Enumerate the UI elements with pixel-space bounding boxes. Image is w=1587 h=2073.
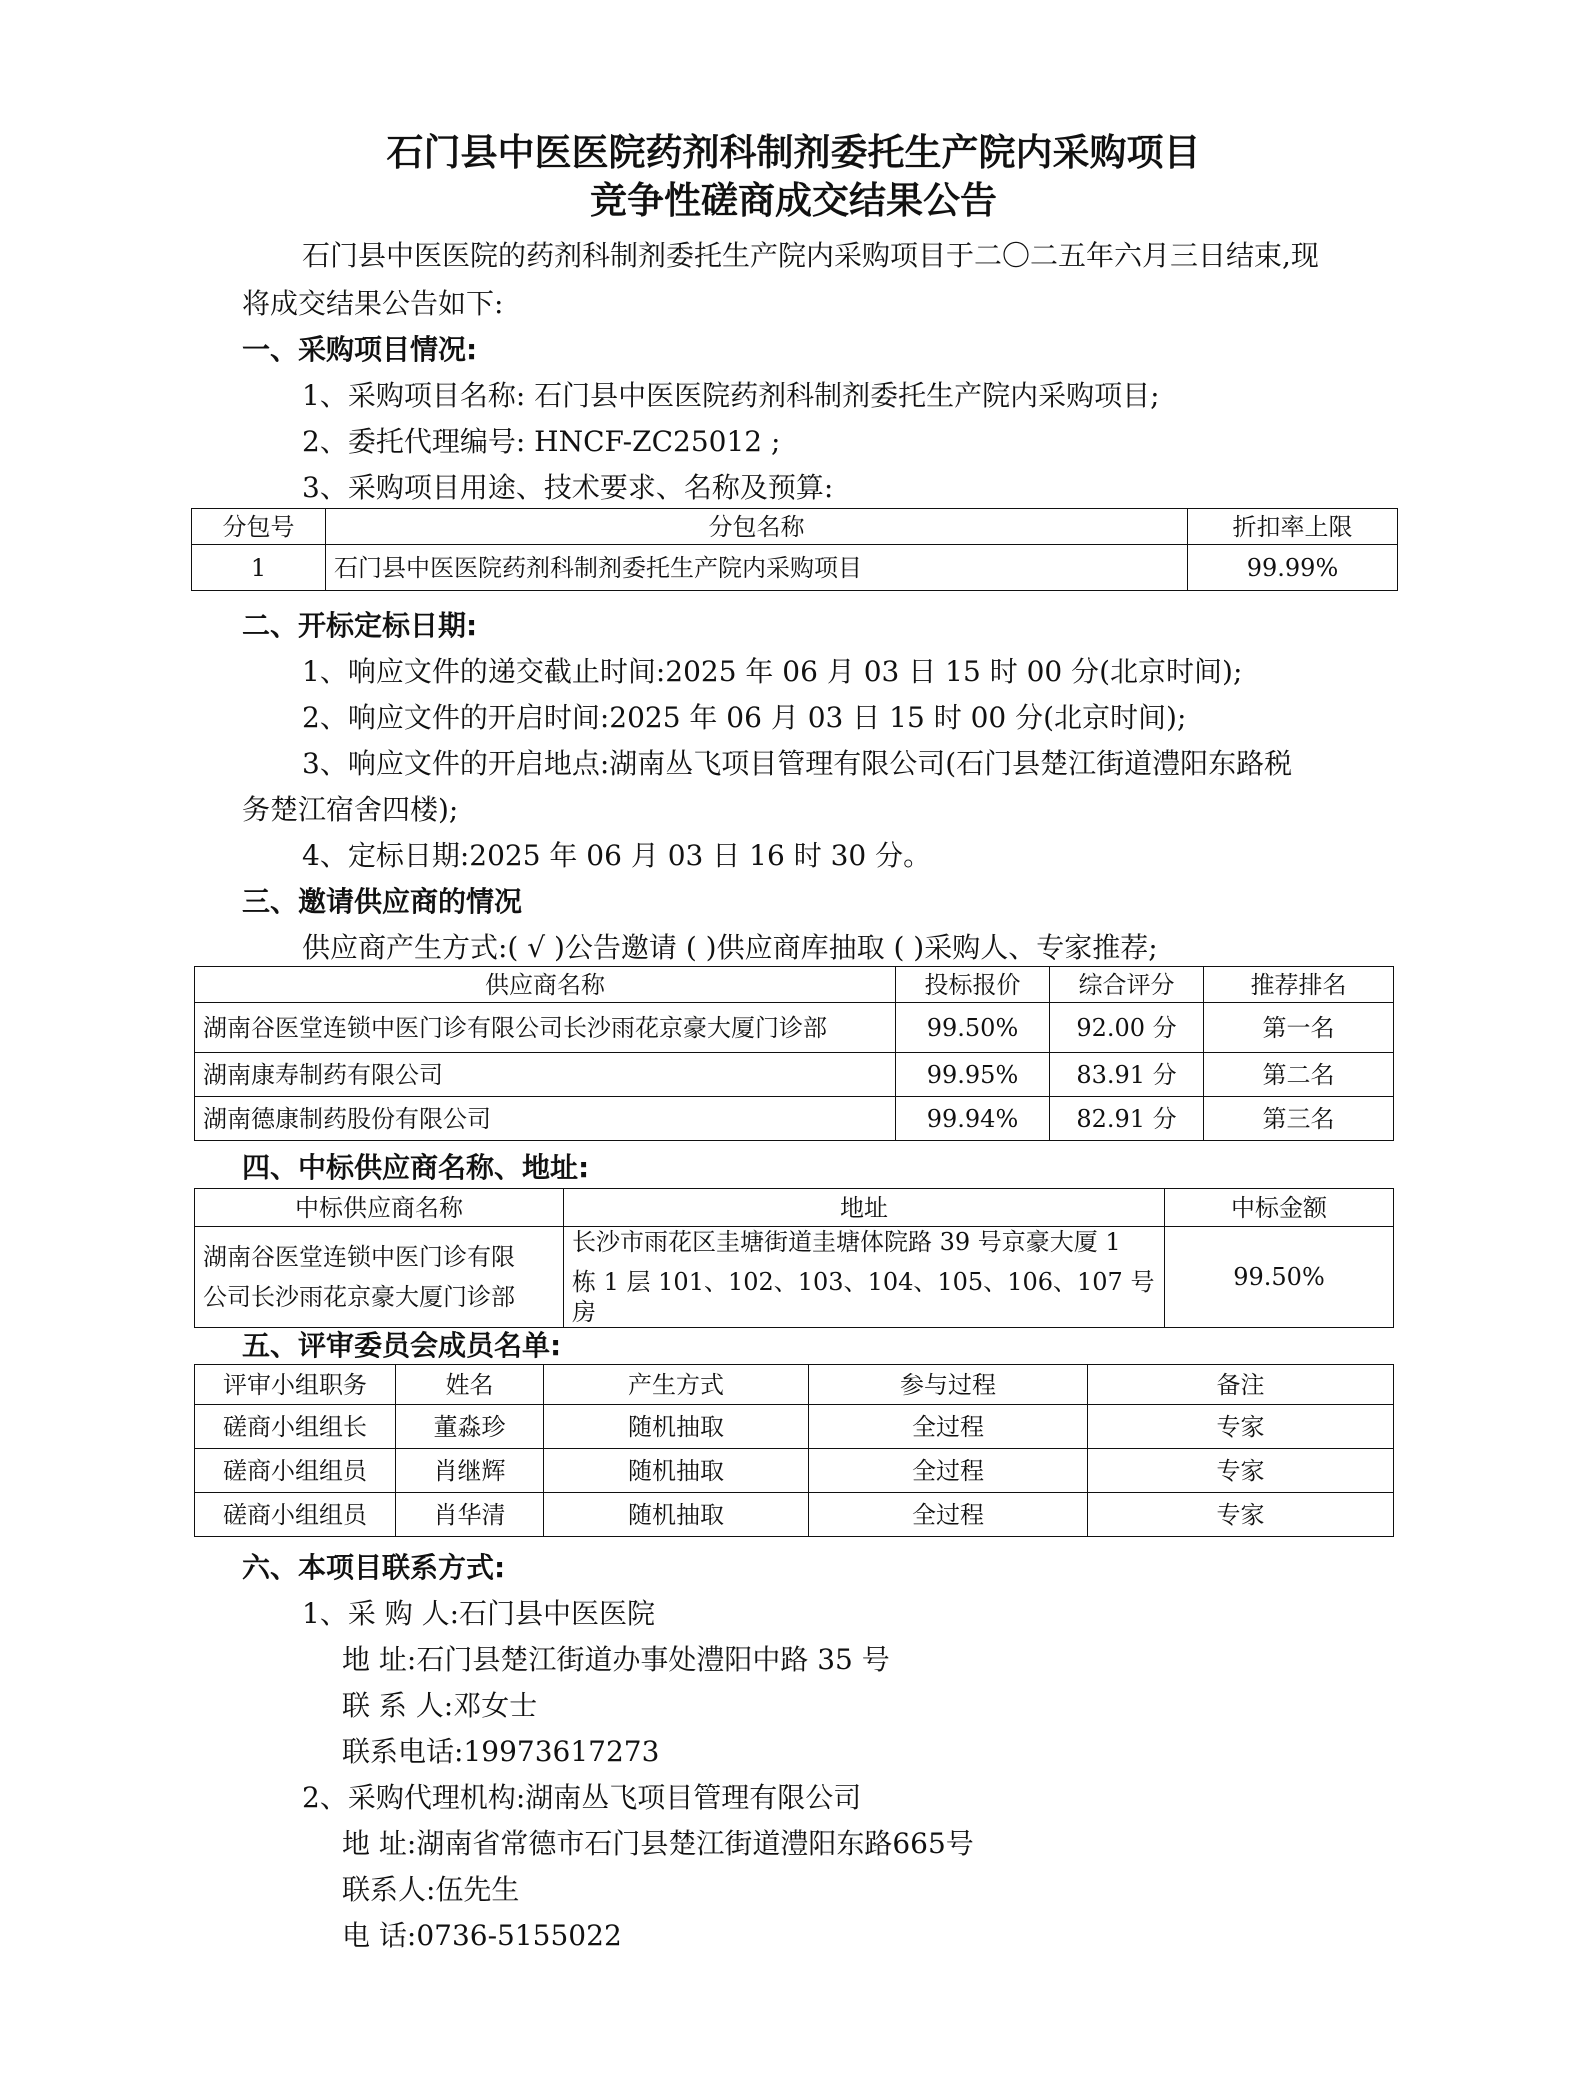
buyer-address: 地 址:石门县楚江街道办事处澧阳中路 35 号	[342, 1643, 890, 1676]
committee-note: 专家	[1088, 1449, 1394, 1493]
supplier-price: 99.94%	[896, 1097, 1050, 1141]
table-row	[195, 1003, 1394, 1053]
package-name: 石门县中医医院药剂科制剂委托生产院内采购项目	[326, 545, 1188, 591]
winner-header-name: 中标供应商名称	[195, 1189, 564, 1227]
package-header-no: 分包号	[192, 509, 326, 545]
section-4-heading: 四、中标供应商名称、地址:	[242, 1151, 590, 1184]
committee-process: 全过程	[809, 1449, 1088, 1493]
package-rate: 99.99%	[1188, 545, 1398, 591]
s2-item-1: 1、响应文件的递交截止时间:2025 年 06 月 03 日 15 时 00 分(北京时间);	[302, 655, 1243, 688]
agent-contact: 联系人:伍先生	[342, 1873, 520, 1906]
intro-line-1: 石门县中医医院的药剂科制剂委托生产院内采购项目于二〇二五年六月三日结束,现	[302, 239, 1319, 272]
agent-line: 2、采购代理机构:湖南丛飞项目管理有限公司	[302, 1781, 862, 1814]
winner-address-line-1: 长沙市雨花区圭塘街道圭塘体院路 39 号京豪大厦 1	[572, 1228, 1121, 1256]
intro-line-2: 将成交结果公告如下:	[242, 287, 504, 320]
committee-name: 肖继辉	[396, 1449, 544, 1493]
supplier-table	[194, 966, 1394, 1141]
package-table	[191, 508, 1398, 591]
title-line-1: 石门县中医医院药剂科制剂委托生产院内采购项目	[386, 131, 1201, 174]
buyer-phone: 联系电话:19973617273	[342, 1735, 660, 1768]
agent-address: 地 址:湖南省常德市石门县楚江街道澧阳东路665号	[342, 1827, 974, 1860]
committee-table	[194, 1364, 1394, 1537]
title-line-2: 竞争性磋商成交结果公告	[590, 179, 997, 222]
section-3-heading: 三、邀请供应商的情况	[242, 885, 523, 918]
supplier-header-price: 投标报价	[896, 967, 1050, 1003]
committee-name: 董淼珍	[396, 1405, 544, 1449]
committee-method: 随机抽取	[544, 1405, 809, 1449]
committee-header-role: 评审小组职务	[195, 1365, 396, 1405]
supplier-header-score: 综合评分	[1050, 967, 1204, 1003]
s2-item-3a: 3、响应文件的开启地点:湖南丛飞项目管理有限公司(石门县楚江街道澧阳东路税	[302, 747, 1293, 780]
committee-note: 专家	[1088, 1493, 1394, 1537]
winner-address	[564, 1227, 1165, 1328]
committee-name: 肖华清	[396, 1493, 544, 1537]
section-2-heading: 二、开标定标日期:	[242, 609, 478, 642]
committee-method: 随机抽取	[544, 1493, 809, 1537]
section-5-heading: 五、评审委员会成员名单:	[242, 1329, 562, 1362]
winner-header-amount: 中标金额	[1165, 1189, 1394, 1227]
s1-item-2: 2、委托代理编号: HNCF-ZC25012 ;	[302, 425, 781, 458]
winner-address-line-2: 栋 1 层 101、102、103、104、105、106、107 号房	[572, 1268, 1155, 1326]
committee-role: 磋商小组组员	[195, 1493, 396, 1537]
s2-item-4: 4、定标日期:2025 年 06 月 03 日 16 时 30 分。	[302, 839, 932, 872]
s1-item-3: 3、采购项目用途、技术要求、名称及预算:	[302, 471, 834, 504]
s2-item-2: 2、响应文件的开启时间:2025 年 06 月 03 日 15 时 00 分(北京时间);	[302, 701, 1187, 734]
winner-amount: 99.50%	[1165, 1227, 1394, 1328]
supplier-score: 82.91 分	[1050, 1097, 1204, 1141]
supplier-rank: 第一名	[1204, 1003, 1394, 1053]
agent-phone: 电 话:0736-5155022	[342, 1919, 622, 1952]
committee-header-name: 姓名	[396, 1365, 544, 1405]
buyer-line: 1、采 购 人:石门县中医医院	[302, 1597, 656, 1630]
committee-role: 磋商小组组员	[195, 1449, 396, 1493]
supplier-score: 83.91 分	[1050, 1053, 1204, 1097]
committee-method: 随机抽取	[544, 1449, 809, 1493]
s1-item-1: 1、采购项目名称: 石门县中医医院药剂科制剂委托生产院内采购项目;	[302, 379, 1160, 412]
s2-item-3b: 务楚江宿舍四楼);	[242, 793, 459, 826]
supplier-method: 供应商产生方式:( √ )公告邀请 ( )供应商库抽取 ( )采购人、专家推荐;	[302, 931, 1158, 964]
supplier-header-rank: 推荐排名	[1204, 967, 1394, 1003]
committee-process: 全过程	[809, 1493, 1088, 1537]
committee-header-note: 备注	[1088, 1365, 1394, 1405]
supplier-name: 湖南康寿制药有限公司	[195, 1053, 896, 1097]
committee-process: 全过程	[809, 1405, 1088, 1449]
table-row	[195, 1097, 1394, 1141]
supplier-header-name: 供应商名称	[195, 967, 896, 1003]
winner-name-line-1: 湖南谷医堂连锁中医门诊有限	[203, 1243, 515, 1271]
supplier-price: 99.95%	[896, 1053, 1050, 1097]
winner-name	[195, 1227, 564, 1328]
committee-header-process: 参与过程	[809, 1365, 1088, 1405]
winner-name-line-2: 公司长沙雨花京豪大厦门诊部	[203, 1283, 515, 1311]
table-row	[195, 1449, 1394, 1493]
section-6-heading: 六、本项目联系方式:	[242, 1551, 506, 1584]
supplier-name: 湖南谷医堂连锁中医门诊有限公司长沙雨花京豪大厦门诊部	[195, 1003, 896, 1053]
buyer-contact: 联 系 人:邓女士	[342, 1689, 538, 1722]
package-header-rate: 折扣率上限	[1188, 509, 1398, 545]
committee-role: 磋商小组组长	[195, 1405, 396, 1449]
committee-note: 专家	[1088, 1405, 1394, 1449]
supplier-name: 湖南德康制药股份有限公司	[195, 1097, 896, 1141]
section-1-heading: 一、采购项目情况:	[242, 333, 478, 366]
supplier-score: 92.00 分	[1050, 1003, 1204, 1053]
committee-header-method: 产生方式	[544, 1365, 809, 1405]
supplier-rank: 第三名	[1204, 1097, 1394, 1141]
package-header-name: 分包名称	[326, 509, 1188, 545]
winner-header-address: 地址	[564, 1189, 1165, 1227]
supplier-price: 99.50%	[896, 1003, 1050, 1053]
package-no: 1	[192, 545, 326, 591]
table-row	[195, 1493, 1394, 1537]
supplier-rank: 第二名	[1204, 1053, 1394, 1097]
winner-table	[194, 1188, 1394, 1328]
table-row	[195, 1053, 1394, 1097]
table-row	[195, 1405, 1394, 1449]
